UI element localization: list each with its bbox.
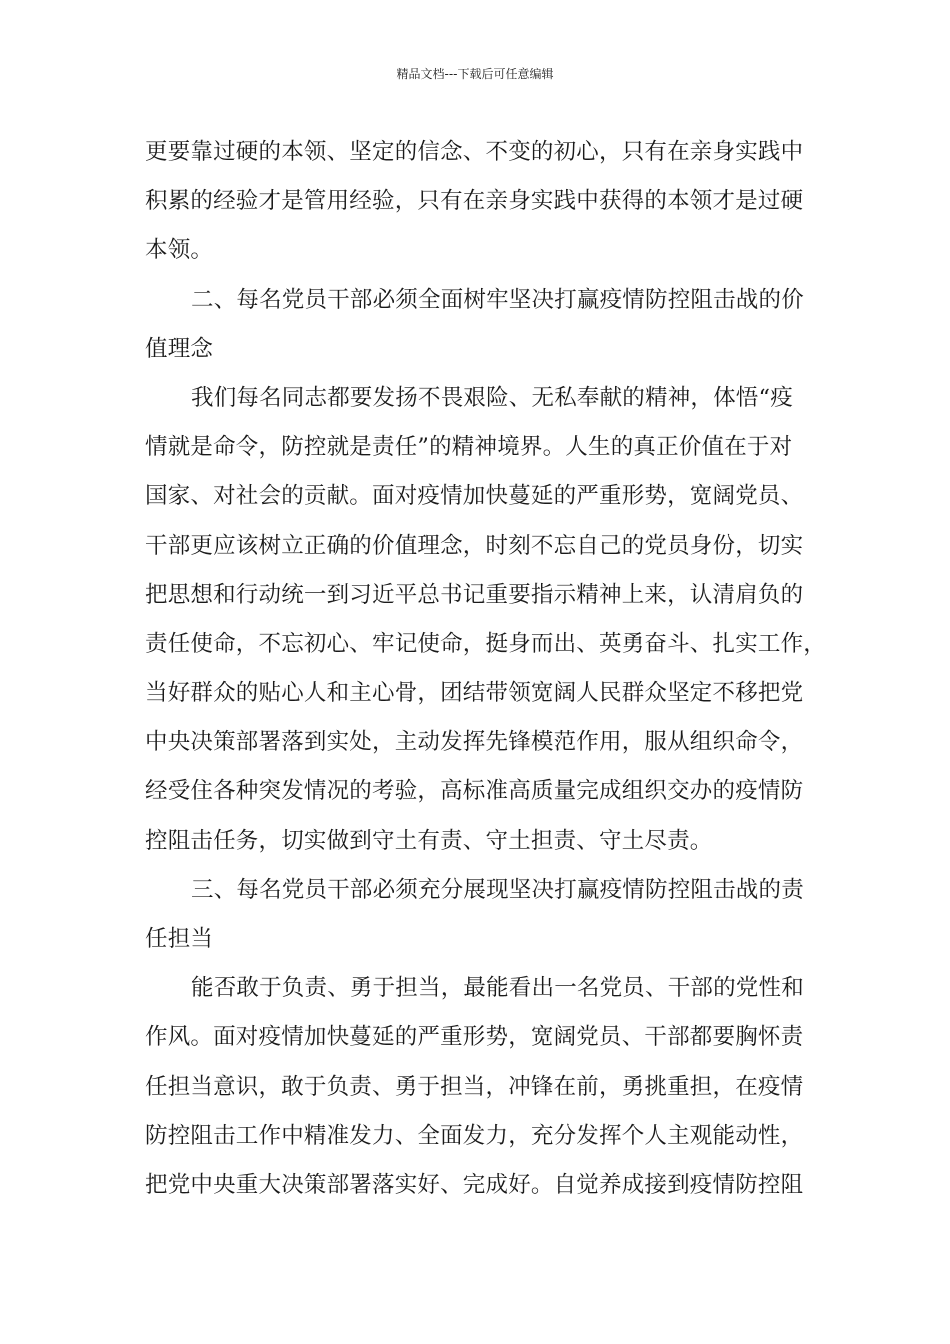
text-line: 作风。面对疫情加快蔓延的严重形势，宽阔党员、干部都要胸怀责 <box>145 1024 804 1051</box>
text-line: 任担当意识，敢于负责、勇于担当，冲锋在前，勇挑重担，在疫情 <box>145 1073 804 1100</box>
text-line: 防控阻击工作中精准发力、全面发力，充分发挥个人主观能动性， <box>145 1122 804 1149</box>
text-line: 责任使命，不忘初心、牢记使命，挺身而出、英勇奋斗、扎实工作， <box>145 630 827 657</box>
text-line: 国家、对社会的贡献。面对疫情加快蔓延的严重形势，宽阔党员、 <box>145 483 804 510</box>
text-line: 情就是命令，防控就是责任”的精神境界。人生的真正价值在于对 <box>145 434 793 461</box>
section-heading-3-cont: 任担当 <box>145 926 214 952</box>
text-line: 干部更应该树立正确的价值理念，时刻不忘自己的党员身份，切实 <box>145 532 804 559</box>
text-line: 能否敢于负责、勇于担当，最能看出一名党员、干部的党性和 <box>191 975 804 1002</box>
text-line: 经受住各种突发情况的考验，高标准高质量完成组织交办的疫情防 <box>145 778 804 805</box>
page-header: 精品文档---下载后可任意编辑 <box>396 67 554 81</box>
section-heading-2-cont: 值理念 <box>145 335 214 362</box>
section-heading-3: 三、每名党员干部必须充分展现坚决打赢疫情防控阻击战的责 <box>191 876 804 903</box>
text-line: 我们每名同志都要发扬不畏艰险、无私奉献的精神，体悟“疫 <box>191 384 793 411</box>
text-line: 当好群众的贴心人和主心骨，团结带领宽阔人民群众坚定不移把党 <box>145 680 804 707</box>
text-line: 积累的经验才是管用经验，只有在亲身实践中获得的本领才是过硬 <box>145 188 804 215</box>
text-line: 本领。 <box>145 237 214 264</box>
text-line: 中央决策部署落到实处，主动发挥先锋模范作用，服从组织命令， <box>145 729 804 756</box>
text-line: 把党中央重大决策部署落实好、完成好。自觉养成接到疫情防控阻 <box>145 1171 804 1198</box>
text-line: 控阻击任务，切实做到守土有责、守土担责、守土尽责。 <box>145 827 713 854</box>
document-body <box>145 128 827 1210</box>
text-line: 把思想和行动统一到习近平总书记重要指示精神上来，认清肩负的 <box>145 581 804 608</box>
section-heading-2: 二、每名党员干部必须全面树牢坚决打赢疫情防控阻击战的价 <box>191 286 804 313</box>
text-line: 更要靠过硬的本领、坚定的信念、不变的初心，只有在亲身实践中 <box>145 139 804 165</box>
